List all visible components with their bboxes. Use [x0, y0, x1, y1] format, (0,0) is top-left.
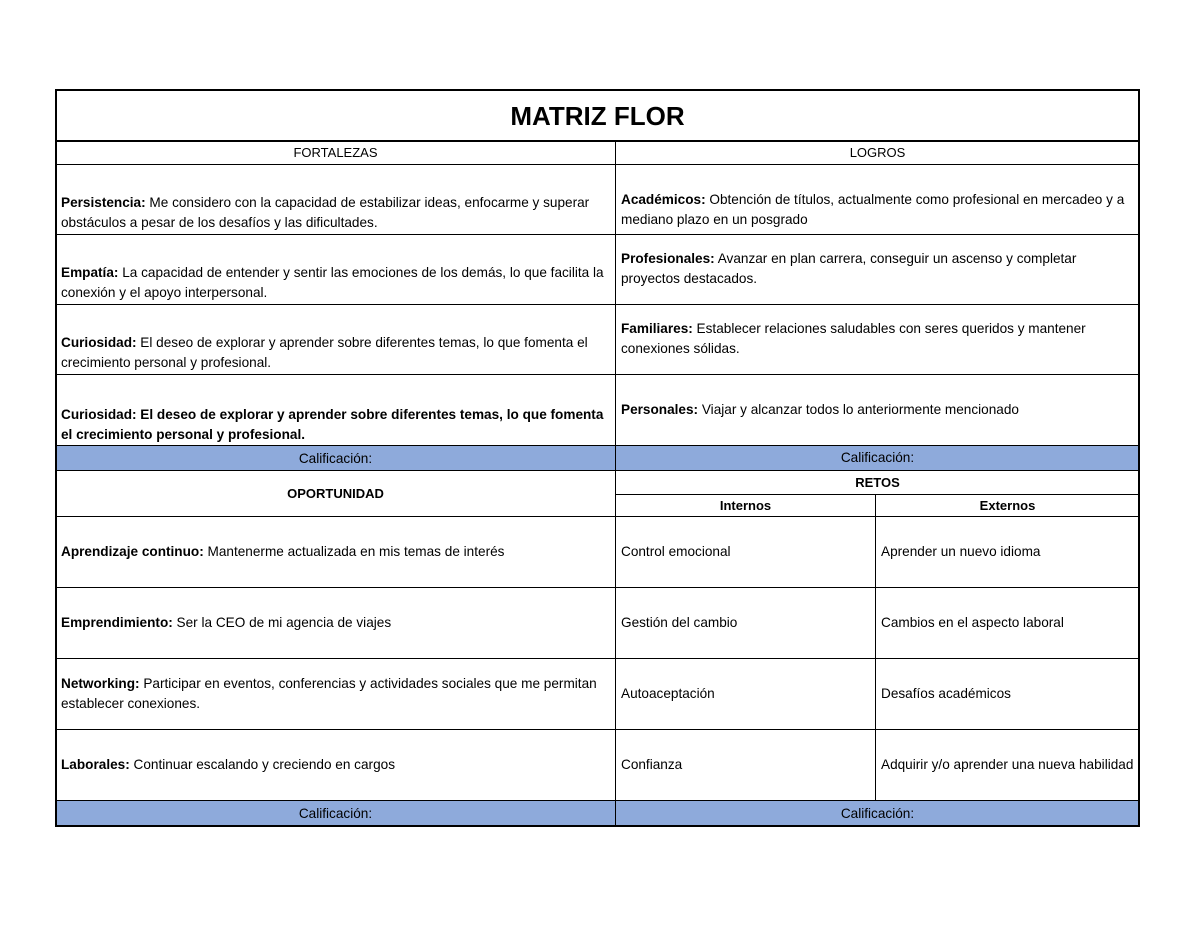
fortaleza-label: Curiosidad: [61, 335, 137, 350]
oportunidad-label: Laborales: [61, 757, 130, 772]
oportunidad-cell [55, 587, 616, 659]
logro-text: Obtención de títulos, actualmente como profesional en mercadeo y a mediano plazo en un posgrado [621, 192, 1125, 227]
fortaleza-cell [55, 374, 616, 446]
reto-interno-cell: Control emocional [615, 516, 876, 588]
page-title: MATRIZ FLOR [55, 89, 1140, 141]
logro-label: Académicos: [621, 192, 706, 207]
externos-header: Externos [875, 494, 1140, 517]
oportunidad-text: Ser la CEO de mi agencia de viajes [172, 615, 392, 630]
fortaleza-cell [55, 304, 616, 375]
fortaleza-label: Curiosidad: [61, 407, 137, 422]
logro-label: Profesionales: [621, 251, 715, 266]
logro-text: Establecer relaciones saludables con seres queridos y mantener conexiones sólidas. [621, 321, 1086, 356]
logro-label: Familiares: [621, 321, 693, 336]
reto-interno-cell: Gestión del cambio [615, 587, 876, 659]
matriz-flor-table [55, 89, 1140, 827]
reto-externo-cell: Aprender un nuevo idioma [875, 516, 1140, 588]
reto-interno-cell: Confianza [615, 729, 876, 801]
logros-header: LOGROS [615, 141, 1140, 165]
oportunidad-label: Aprendizaje continuo: [61, 544, 204, 559]
oportunidad-label: Networking: [61, 676, 140, 691]
logro-label: Personales: [621, 402, 699, 417]
oportunidad-header: OPORTUNIDAD [55, 470, 616, 517]
oportunidad-text: Mantenerme actualizada en mis temas de interés [203, 544, 505, 559]
logro-cell [615, 234, 1140, 305]
logros-rating: Calificación: [615, 445, 1140, 471]
fortaleza-text: El deseo de explorar y aprender sobre diferentes temas, lo que fomenta el crecimiento personal y profesional. [61, 335, 588, 370]
logro-cell [615, 164, 1140, 235]
fortaleza-text: La capacidad de entender y sentir las emociones de los demás, lo que facilita la conexión y el apoyo interpersonal. [61, 265, 604, 300]
oportunidad-cell [55, 516, 616, 588]
fortaleza-cell [55, 234, 616, 305]
logro-text: Avanzar en plan carrera, conseguir un ascenso y completar proyectos destacados. [621, 251, 1077, 286]
oportunidad-rating: Calificación: [55, 800, 616, 827]
oportunidad-cell [55, 729, 616, 801]
fortaleza-label: Persistencia: [61, 195, 146, 210]
oportunidad-cell [55, 658, 616, 730]
reto-externo-cell: Adquirir y/o aprender una nueva habilidad [875, 729, 1140, 801]
fortalezas-header: FORTALEZAS [55, 141, 616, 165]
logro-cell [615, 304, 1140, 375]
reto-externo-cell: Desafíos académicos [875, 658, 1140, 730]
fortaleza-label: Empatía: [61, 265, 119, 280]
reto-externo-cell: Cambios en el aspecto laboral [875, 587, 1140, 659]
oportunidad-text: Continuar escalando y creciendo en cargos [129, 757, 395, 772]
logro-text: Viajar y alcanzar todos lo anteriormente mencionado [698, 402, 1019, 417]
logro-cell [615, 374, 1140, 446]
fortaleza-cell [55, 164, 616, 235]
internos-header: Internos [615, 494, 876, 517]
oportunidad-label: Emprendimiento: [61, 615, 173, 630]
oportunidad-text: Participar en eventos, conferencias y actividades sociales que me permitan establecer conexiones. [61, 676, 597, 711]
retos-rating: Calificación: [615, 800, 1140, 827]
fortaleza-text: Me considero con la capacidad de estabilizar ideas, enfocarme y superar obstáculos a pesar de los desafíos y las dificultades. [61, 195, 590, 230]
fortaleza-text: El deseo de explorar y aprender sobre diferentes temas, lo que fomenta el crecimiento personal y profesional. [61, 407, 604, 442]
reto-interno-cell: Autoaceptación [615, 658, 876, 730]
fortalezas-rating: Calificación: [55, 445, 616, 471]
retos-header: RETOS [615, 470, 1140, 495]
